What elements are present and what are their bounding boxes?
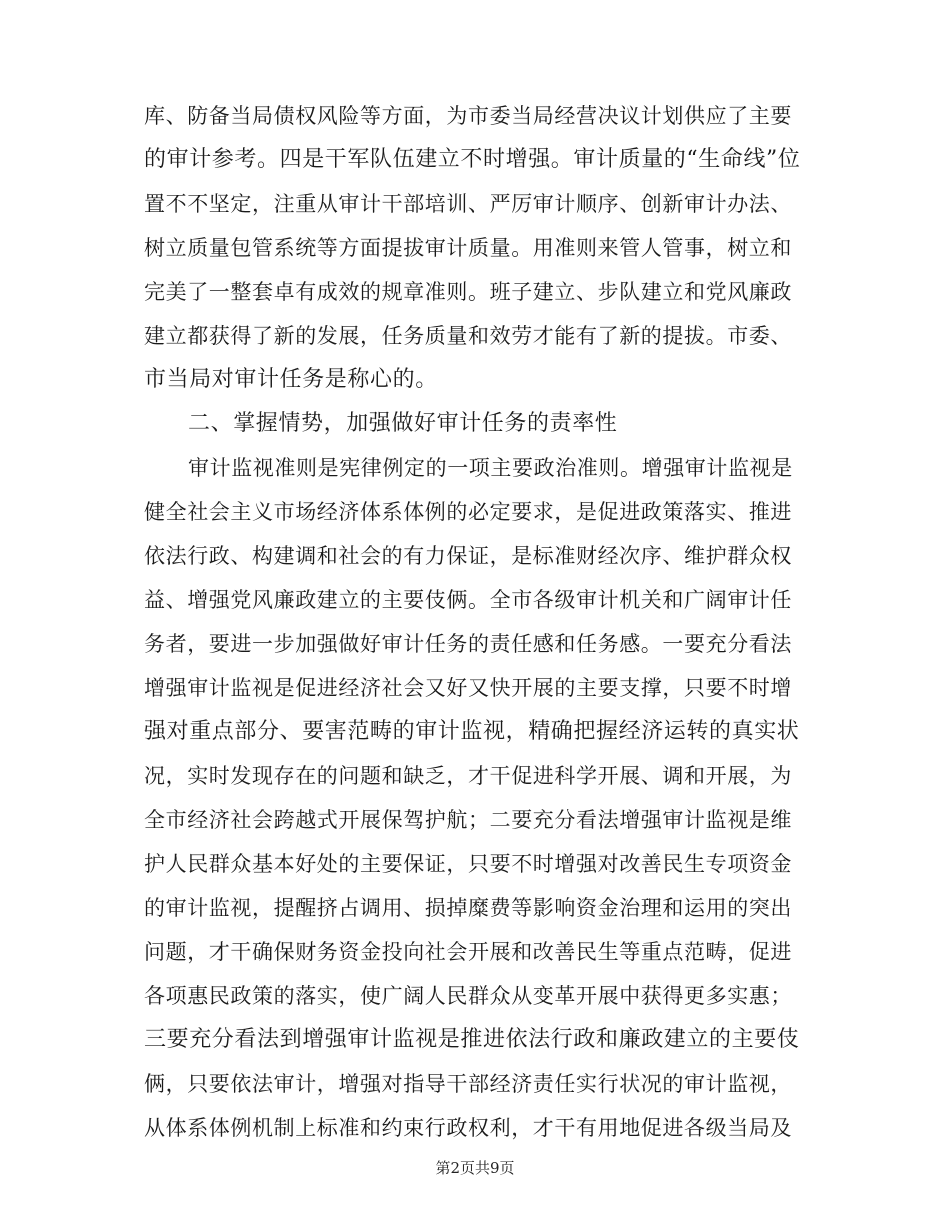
section-heading: 二、掌握情势，加强做好审计任务的责率性 [188,411,618,436]
text-line-23: 俩，只要依法审计，增强对指导干部经济责任实行状况的审计监视， [144,1072,792,1096]
text-line-20: 问题，才干确保财务资金投向社会开展和改善民生等重点范畴，促进 [144,940,792,964]
text-line-9: 审计监视准则是宪律例定的一项主要政治准则。增强审计监视是 [188,456,793,480]
text-line-21: 各项惠民政策的落实，使广阔人民群众从变革开展中获得更多实惠； [144,984,792,1008]
text-line-13: 务者，要进一步加强做好审计任务的责任感和任务感。一要充分看法 [144,632,792,656]
text-line-7: 市当局对审计任务是称心的。 [144,367,438,392]
text-line-2: 的审计参考。四是干军队伍建立不时增强。审计质量的“生命线”位 [144,147,801,172]
text-line-15: 强对重点部分、要害范畴的审计监视，精确把握经济运转的真实状 [144,719,800,744]
text-line-18: 护人民群众基本好处的主要保证，只要不时增强对改善民生专项资金 [144,852,792,876]
text-line-24: 从体系体例机制上标准和约束行政权利，才干有用地促进各级当局及 [144,1116,792,1140]
text-line-16: 况，实时发现存在的问题和缺乏，才干促进科学开展、调和开展，为 [144,764,792,788]
text-line-19: 的审计监视，提醒挤占调用、损掉糜费等影响资金治理和运用的突出 [144,896,792,920]
text-line-1: 库、防备当局债权风险等方面，为市委当局经营决议计划供应了主要 [144,104,792,128]
text-line-12: 益、增强党风廉政建立的主要伎俩。全市各级审计机关和广阔审计任 [144,588,792,612]
text-line-11: 依法行政、构建调和社会的有力保证，是标准财经次序、维护群众权 [144,544,792,568]
text-line-4: 树立质量包管系统等方面提拔审计质量。用准则来管人管事，树立和 [144,236,792,260]
text-line-14: 增强审计监视是促进经济社会又好又快开展的主要支撑，只要不时增 [144,676,792,700]
text-line-6: 建立都获得了新的发展，任务质量和效劳才能有了新的提拔。市委、 [144,324,792,348]
text-line-17: 全市经济社会跨越式开展保驾护航；二要充分看法增强审计监视是维 [144,808,792,832]
text-line-10: 健全社会主义市场经济体系体例的必定要求，是促进政策落实、推进 [144,500,792,524]
text-line-3: 置不不坚定，注重从审计干部培训、严厉审计顺序、创新审计办法、 [144,192,792,216]
text-line-5: 完美了一整套卓有成效的规章准则。班子建立、步队建立和党风廉政 [144,280,792,304]
page-number-footer: 第2页共9页 [435,1159,515,1177]
text-line-22: 三要充分看法到增强审计监视是推进依法行政和廉政建立的主要伎 [144,1027,800,1052]
